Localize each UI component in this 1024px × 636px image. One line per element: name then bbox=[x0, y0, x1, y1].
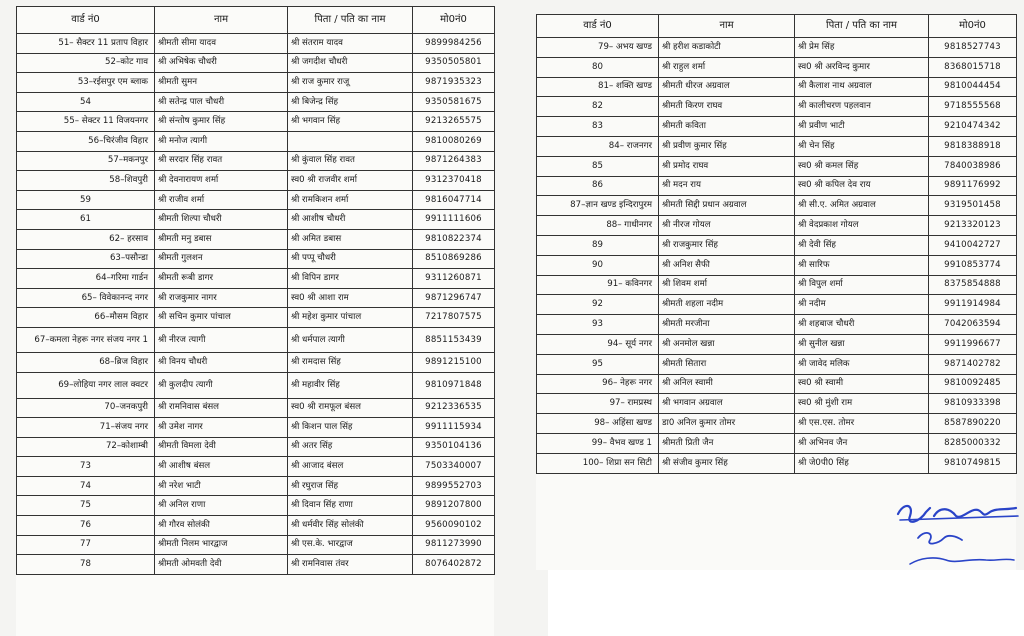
father-name-cell: श्री विपुल शर्मा bbox=[795, 275, 929, 295]
mobile-cell: 9810080269 bbox=[413, 131, 495, 151]
mobile-cell: 9213265575 bbox=[413, 112, 495, 132]
header-name: नाम bbox=[155, 7, 288, 34]
father-name-cell: स्व0 श्री कमल सिंह bbox=[795, 156, 929, 176]
father-name-cell: स्व0 श्री मुंशी राम bbox=[795, 394, 929, 414]
father-name-cell: श्री चेन सिंह bbox=[795, 136, 929, 156]
father-name-cell: श्री सी.ए. अमित अग्रवाल bbox=[795, 196, 929, 216]
ward-cell: 79– अभय खण्ड bbox=[537, 38, 659, 58]
mobile-cell: 9350505801 bbox=[413, 53, 495, 73]
mobile-cell: 9910853774 bbox=[929, 255, 1017, 275]
table-row bbox=[537, 374, 1017, 394]
ward-cell: 74 bbox=[17, 476, 155, 496]
mobile-cell: 9810092485 bbox=[929, 374, 1017, 394]
father-name-cell: स्व0 श्री कपिल देव राय bbox=[795, 176, 929, 196]
name-cell: श्री राहुल शर्मा bbox=[659, 57, 795, 77]
ward-cell: 59 bbox=[17, 190, 155, 210]
ward-cell: 92 bbox=[537, 295, 659, 315]
mobile-cell: 9899984256 bbox=[413, 34, 495, 54]
name-cell: श्रीमती प्रिती जैन bbox=[659, 433, 795, 453]
name-cell: श्री कुलदीप त्यागी bbox=[155, 373, 288, 399]
left-table-header-row bbox=[17, 7, 495, 34]
ward-cell: 55– सेक्टर 11 विजयनगर bbox=[17, 112, 155, 132]
mobile-cell: 9911115934 bbox=[413, 418, 495, 438]
mobile-cell: 9810044454 bbox=[929, 77, 1017, 97]
table-row bbox=[17, 112, 495, 132]
ward-cell: 96– नेहरू नगर bbox=[537, 374, 659, 394]
table-row bbox=[17, 151, 495, 171]
mobile-cell: 9871264383 bbox=[413, 151, 495, 171]
ward-cell: 100– शिप्रा सन सिटी bbox=[537, 453, 659, 473]
mobile-cell: 8375854888 bbox=[929, 275, 1017, 295]
mobile-cell: 9911111606 bbox=[413, 210, 495, 230]
father-name-cell: श्री रघुराज सिंह bbox=[288, 476, 413, 496]
father-name-cell: श्री देवी सिंह bbox=[795, 235, 929, 255]
name-cell: श्री संन्तोष कुमार सिंह bbox=[155, 112, 288, 132]
father-name-cell: श्री एस.एस. तोमर bbox=[795, 414, 929, 434]
table-row bbox=[17, 418, 495, 438]
name-cell: श्रीमती निलम भारद्वाज bbox=[155, 535, 288, 555]
header-father-husband: पिता / पति का नाम bbox=[795, 15, 929, 38]
father-name-cell: श्री शहबाज चौधरी bbox=[795, 315, 929, 335]
table-row bbox=[17, 516, 495, 536]
father-name-cell: श्री रामदास सिंह bbox=[288, 353, 413, 373]
table-row bbox=[537, 216, 1017, 236]
mobile-cell: 8587890220 bbox=[929, 414, 1017, 434]
father-name-cell: श्री बिजेन्द्र सिंह bbox=[288, 92, 413, 112]
father-name-cell: श्री वेदप्रकाश गोयल bbox=[795, 216, 929, 236]
ward-cell: 97– रामप्रस्थ bbox=[537, 394, 659, 414]
ward-cell: 82 bbox=[537, 97, 659, 117]
mobile-cell: 9810933398 bbox=[929, 394, 1017, 414]
ward-cell: 78 bbox=[17, 555, 155, 575]
table-row bbox=[537, 334, 1017, 354]
table-row bbox=[17, 555, 495, 575]
mobile-cell: 9311260871 bbox=[413, 269, 495, 289]
name-cell: श्रीमती कविता bbox=[659, 117, 795, 137]
right-list-sheet bbox=[536, 14, 1016, 570]
mobile-cell: 9350581675 bbox=[413, 92, 495, 112]
father-name-cell: श्री धर्मवीर सिंह सोलंकी bbox=[288, 516, 413, 536]
mobile-cell: 9212336535 bbox=[413, 398, 495, 418]
ward-cell: 62– हरसाव bbox=[17, 229, 155, 249]
left-table-body bbox=[17, 34, 495, 575]
father-name-cell: स्व0 श्री राजवीर शर्मा bbox=[288, 171, 413, 191]
name-cell: श्रीमती रूबी डागर bbox=[155, 269, 288, 289]
ward-cell: 99– वैभव खण्ड 1 bbox=[537, 433, 659, 453]
right-table-header-row bbox=[537, 15, 1017, 38]
ward-cell: 91– कविनगर bbox=[537, 275, 659, 295]
header-ward-no: वार्ड नं0 bbox=[17, 7, 155, 34]
mobile-cell: 9811273990 bbox=[413, 535, 495, 555]
father-name-cell: श्री जे0पी0 सिंह bbox=[795, 453, 929, 473]
father-name-cell: श्री अभिनव जैन bbox=[795, 433, 929, 453]
name-cell: श्रीमती मनु डबास bbox=[155, 229, 288, 249]
table-row bbox=[537, 275, 1017, 295]
name-cell: श्री भगवान अग्रवाल bbox=[659, 394, 795, 414]
name-cell: श्री आशीष बंसल bbox=[155, 457, 288, 477]
name-cell: श्रीमती धीरज अग्रवाल bbox=[659, 77, 795, 97]
mobile-cell: 7503340007 bbox=[413, 457, 495, 477]
name-cell: श्री नीरज गोयल bbox=[659, 216, 795, 236]
table-row bbox=[17, 210, 495, 230]
name-cell: श्री नरेश भाटी bbox=[155, 476, 288, 496]
father-name-cell: श्री महेश कुमार पांचाल bbox=[288, 308, 413, 328]
ward-cell: 87–ज्ञान खण्ड इन्दिरापुरम bbox=[537, 196, 659, 216]
mobile-cell: 9818527743 bbox=[929, 38, 1017, 58]
table-row bbox=[537, 97, 1017, 117]
name-cell: श्रीमती शहला नदीम bbox=[659, 295, 795, 315]
table-row bbox=[17, 171, 495, 191]
father-name-cell: श्री दिवान सिंह राणा bbox=[288, 496, 413, 516]
name-cell: श्री मदन राय bbox=[659, 176, 795, 196]
name-cell: श्रीमती विमला देवी bbox=[155, 437, 288, 457]
mobile-cell: 8076402872 bbox=[413, 555, 495, 575]
ward-cell: 81– शक्ति खण्ड bbox=[537, 77, 659, 97]
father-name-cell: श्री कुंवाल सिंह रावत bbox=[288, 151, 413, 171]
mobile-cell: 9213320123 bbox=[929, 216, 1017, 236]
mobile-cell: 9560090102 bbox=[413, 516, 495, 536]
mobile-cell: 9911996677 bbox=[929, 334, 1017, 354]
ward-cell: 75 bbox=[17, 496, 155, 516]
ward-cell: 88– गाधीनगर bbox=[537, 216, 659, 236]
name-cell: श्रीमती सितारा bbox=[659, 354, 795, 374]
name-cell: श्री सरदार सिंह रावत bbox=[155, 151, 288, 171]
name-cell: श्री राजकुमार सिंह bbox=[659, 235, 795, 255]
father-name-cell: श्री रामनिवास तंवर bbox=[288, 555, 413, 575]
ward-cell: 80 bbox=[537, 57, 659, 77]
table-row bbox=[17, 34, 495, 54]
ward-cell: 51– सैक्टर 11 प्रताप विहार bbox=[17, 34, 155, 54]
table-row bbox=[537, 235, 1017, 255]
name-cell: श्री अनमोल खन्ना bbox=[659, 334, 795, 354]
header-father-husband: पिता / पति का नाम bbox=[288, 7, 413, 34]
mobile-cell: 7217807575 bbox=[413, 308, 495, 328]
name-cell: श्री अनिश सैफी bbox=[659, 255, 795, 275]
father-name-cell: श्री राज कुमार राजू bbox=[288, 73, 413, 93]
name-cell: श्री उमेश नागर bbox=[155, 418, 288, 438]
father-name-cell: श्री आजाद बंसल bbox=[288, 457, 413, 477]
table-row bbox=[537, 255, 1017, 275]
ward-cell: 68–ब्रिज विहार bbox=[17, 353, 155, 373]
mobile-cell: 9818388918 bbox=[929, 136, 1017, 156]
name-cell: श्री रामनिवास बंसल bbox=[155, 398, 288, 418]
table-row bbox=[17, 269, 495, 289]
table-row bbox=[17, 535, 495, 555]
table-row bbox=[17, 437, 495, 457]
ward-cell: 77 bbox=[17, 535, 155, 555]
ward-cell: 90 bbox=[537, 255, 659, 275]
ward-cell: 84– राजनगर bbox=[537, 136, 659, 156]
name-cell: श्री देवनारायण शर्मा bbox=[155, 171, 288, 191]
mobile-cell: 8285000332 bbox=[929, 433, 1017, 453]
father-name-cell: श्री आशीष चौधरी bbox=[288, 210, 413, 230]
signature-ink-icon bbox=[890, 494, 1024, 572]
table-row bbox=[17, 327, 495, 353]
ward-cell: 53–रईसपुर एम ब्लाक bbox=[17, 73, 155, 93]
ward-cell: 64–गरिमा गार्डन bbox=[17, 269, 155, 289]
ward-cell: 83 bbox=[537, 117, 659, 137]
father-name-cell: श्री अमित डबास bbox=[288, 229, 413, 249]
header-mobile: मो0नं0 bbox=[929, 15, 1017, 38]
table-row bbox=[537, 156, 1017, 176]
ward-cell: 54 bbox=[17, 92, 155, 112]
name-cell: श्री प्रवीण कुमार सिंह bbox=[659, 136, 795, 156]
table-row bbox=[17, 373, 495, 399]
blank-area bbox=[548, 570, 1024, 636]
header-name: नाम bbox=[659, 15, 795, 38]
table-row bbox=[17, 53, 495, 73]
ward-cell: 52–कोट गाव bbox=[17, 53, 155, 73]
name-cell: श्री सचिन कुमार पांचाल bbox=[155, 308, 288, 328]
mobile-cell: 9871296747 bbox=[413, 288, 495, 308]
name-cell: श्रीमती शिल्पा चौधरी bbox=[155, 210, 288, 230]
mobile-cell: 7840038986 bbox=[929, 156, 1017, 176]
table-row bbox=[537, 414, 1017, 434]
table-row bbox=[17, 229, 495, 249]
father-name-cell: श्री नदीम bbox=[795, 295, 929, 315]
father-name-cell: श्री सारिफ bbox=[795, 255, 929, 275]
father-name-cell: श्री प्रवीण भाटी bbox=[795, 117, 929, 137]
right-ward-table bbox=[536, 14, 1017, 474]
name-cell: श्री राजीव शर्मा bbox=[155, 190, 288, 210]
father-name-cell: स्व0 श्री स्वामी bbox=[795, 374, 929, 394]
name-cell: श्री प्रमोद राघव bbox=[659, 156, 795, 176]
mobile-cell: 8510869286 bbox=[413, 249, 495, 269]
ward-cell: 66–मौसम विहार bbox=[17, 308, 155, 328]
father-name-cell: श्री संतराम यादव bbox=[288, 34, 413, 54]
name-cell: डा0 अनिल कुमार तोमर bbox=[659, 414, 795, 434]
ward-cell: 65– विवेकानन्द नगर bbox=[17, 288, 155, 308]
table-row bbox=[537, 57, 1017, 77]
header-ward-no: वार्ड नं0 bbox=[537, 15, 659, 38]
ward-cell: 67–कमला नेहरू नगर संजय नगर 1 bbox=[17, 327, 155, 353]
father-name-cell: श्री कालीचरण पहलवान bbox=[795, 97, 929, 117]
table-row bbox=[537, 315, 1017, 335]
ward-cell: 93 bbox=[537, 315, 659, 335]
father-name-cell: श्री भगवान सिंह bbox=[288, 112, 413, 132]
table-row bbox=[17, 131, 495, 151]
table-row bbox=[17, 308, 495, 328]
ward-cell: 57–मकनपुर bbox=[17, 151, 155, 171]
table-row bbox=[17, 476, 495, 496]
name-cell: श्री गौरव सोलंकी bbox=[155, 516, 288, 536]
ward-cell: 58–शिवपुरी bbox=[17, 171, 155, 191]
name-cell: श्रीमती सिद्दी प्रधान अग्रवाल bbox=[659, 196, 795, 216]
ward-cell: 63–पसौन्डा bbox=[17, 249, 155, 269]
name-cell: श्रीमती किरण राघव bbox=[659, 97, 795, 117]
father-name-cell: श्री सुनील खन्ना bbox=[795, 334, 929, 354]
father-name-cell bbox=[288, 131, 413, 151]
name-cell: श्री सतेन्द्र पाल चौधरी bbox=[155, 92, 288, 112]
name-cell: श्री संजीव कुमार सिंह bbox=[659, 453, 795, 473]
father-name-cell: श्री महावीर सिंह bbox=[288, 373, 413, 399]
name-cell: श्री अनिल राणा bbox=[155, 496, 288, 516]
name-cell: श्री मनोज त्यागी bbox=[155, 131, 288, 151]
father-name-cell: श्री किशन पाल सिंह bbox=[288, 418, 413, 438]
father-name-cell: स्व0 श्री रामफूल बंसल bbox=[288, 398, 413, 418]
name-cell: श्रीमती सीमा यादव bbox=[155, 34, 288, 54]
mobile-cell: 9871402782 bbox=[929, 354, 1017, 374]
mobile-cell: 9891176992 bbox=[929, 176, 1017, 196]
table-row bbox=[17, 353, 495, 373]
ward-cell: 73 bbox=[17, 457, 155, 477]
mobile-cell: 9350104136 bbox=[413, 437, 495, 457]
table-row bbox=[537, 136, 1017, 156]
table-row bbox=[537, 354, 1017, 374]
table-row bbox=[537, 176, 1017, 196]
father-name-cell: श्री एस.के. भारद्वाज bbox=[288, 535, 413, 555]
table-row bbox=[17, 288, 495, 308]
table-row bbox=[17, 249, 495, 269]
table-row bbox=[17, 190, 495, 210]
table-row bbox=[537, 117, 1017, 137]
table-row bbox=[17, 92, 495, 112]
father-name-cell: श्री पप्पू चौधरी bbox=[288, 249, 413, 269]
mobile-cell: 9911914984 bbox=[929, 295, 1017, 315]
table-row bbox=[537, 453, 1017, 473]
name-cell: श्रीमती सुमन bbox=[155, 73, 288, 93]
father-name-cell: श्री अतर सिंह bbox=[288, 437, 413, 457]
ward-cell: 89 bbox=[537, 235, 659, 255]
mobile-cell: 7042063594 bbox=[929, 315, 1017, 335]
mobile-cell: 9891207800 bbox=[413, 496, 495, 516]
table-row bbox=[537, 77, 1017, 97]
signature bbox=[890, 494, 1024, 572]
table-row bbox=[537, 394, 1017, 414]
ward-cell: 85 bbox=[537, 156, 659, 176]
table-row bbox=[537, 38, 1017, 58]
ward-cell: 71–संजय नगर bbox=[17, 418, 155, 438]
table-row bbox=[537, 295, 1017, 315]
mobile-cell: 9319501458 bbox=[929, 196, 1017, 216]
mobile-cell: 9810749815 bbox=[929, 453, 1017, 473]
father-name-cell: श्री प्रेम सिंह bbox=[795, 38, 929, 58]
table-row bbox=[17, 457, 495, 477]
mobile-cell: 9816047714 bbox=[413, 190, 495, 210]
name-cell: श्रीमती गुलशन bbox=[155, 249, 288, 269]
ward-cell: 76 bbox=[17, 516, 155, 536]
father-name-cell: श्री धर्मपाल त्यागी bbox=[288, 327, 413, 353]
table-row bbox=[537, 433, 1017, 453]
ward-cell: 69–लोहिया नगर लाल क्वटर bbox=[17, 373, 155, 399]
left-list-sheet bbox=[16, 6, 494, 636]
table-row bbox=[537, 196, 1017, 216]
ward-cell: 70–जनकपुरी bbox=[17, 398, 155, 418]
father-name-cell: स्व0 श्री अरविन्द कुमार bbox=[795, 57, 929, 77]
father-name-cell: श्री जगदीश चौधरी bbox=[288, 53, 413, 73]
father-name-cell: श्री कैलाश नाथ अग्रवाल bbox=[795, 77, 929, 97]
name-cell: श्री अनिल स्वामी bbox=[659, 374, 795, 394]
table-row bbox=[17, 73, 495, 93]
mobile-cell: 8851153439 bbox=[413, 327, 495, 353]
name-cell: श्रीमती मरजीना bbox=[659, 315, 795, 335]
left-ward-table bbox=[16, 6, 495, 575]
ward-cell: 86 bbox=[537, 176, 659, 196]
father-name-cell: श्री जावेद मलिक bbox=[795, 354, 929, 374]
ward-cell: 61 bbox=[17, 210, 155, 230]
ward-cell: 94– सूर्य नगर bbox=[537, 334, 659, 354]
name-cell: श्री हरीश कडाकोटी bbox=[659, 38, 795, 58]
table-row bbox=[17, 398, 495, 418]
ward-cell: 56–चिरंजीव विहार bbox=[17, 131, 155, 151]
mobile-cell: 9810971848 bbox=[413, 373, 495, 399]
ward-cell: 72–कोशाम्बी bbox=[17, 437, 155, 457]
right-table-body bbox=[537, 38, 1017, 474]
mobile-cell: 9210474342 bbox=[929, 117, 1017, 137]
ward-cell: 98– अहिंसा खण्ड bbox=[537, 414, 659, 434]
name-cell: श्री अभिषेक चौधरी bbox=[155, 53, 288, 73]
father-name-cell: श्री विपिन डागर bbox=[288, 269, 413, 289]
mobile-cell: 9718555568 bbox=[929, 97, 1017, 117]
name-cell: श्री शिवम शर्मा bbox=[659, 275, 795, 295]
name-cell: श्रीमती ओमवती देवी bbox=[155, 555, 288, 575]
mobile-cell: 9891215100 bbox=[413, 353, 495, 373]
father-name-cell: श्री रामकिशन शर्मा bbox=[288, 190, 413, 210]
mobile-cell: 9871935323 bbox=[413, 73, 495, 93]
father-name-cell: स्व0 श्री आशा राम bbox=[288, 288, 413, 308]
header-mobile: मो0नं0 bbox=[413, 7, 495, 34]
table-row bbox=[17, 496, 495, 516]
mobile-cell: 8368015718 bbox=[929, 57, 1017, 77]
ward-cell: 95 bbox=[537, 354, 659, 374]
name-cell: श्री नीरज त्यागी bbox=[155, 327, 288, 353]
name-cell: श्री विनय चौधरी bbox=[155, 353, 288, 373]
mobile-cell: 9899552703 bbox=[413, 476, 495, 496]
mobile-cell: 9410042727 bbox=[929, 235, 1017, 255]
name-cell: श्री राजकुमार नागर bbox=[155, 288, 288, 308]
mobile-cell: 9810822374 bbox=[413, 229, 495, 249]
mobile-cell: 9312370418 bbox=[413, 171, 495, 191]
